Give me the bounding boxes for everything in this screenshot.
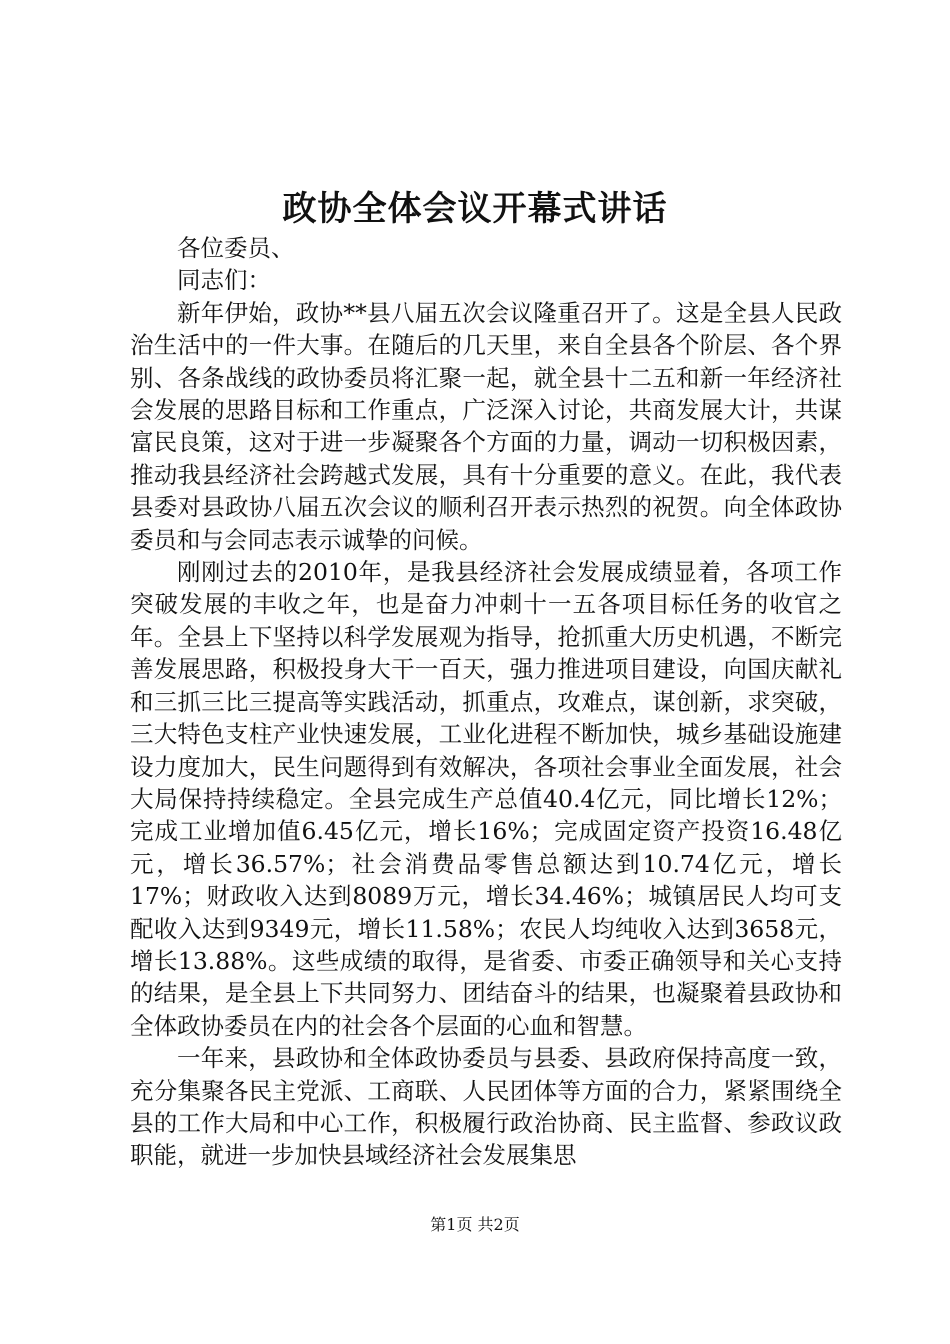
salutation-line: 各位委员、 xyxy=(177,234,295,262)
body-paragraph: 一年来，县政协和全体政协委员与县委、县政府保持高度一致，充分集聚各民主党派、工商联、人民团体等方面的合力，紧紧围绕全县的工作大局和中心工作，积极履行政治协商、民主监督、参政议政职能，就进一步加快县域经济社会发展集思 xyxy=(130,1044,842,1170)
body-paragraph: 新年伊始，政协**县八届五次会议隆重召开了。这是全县人民政治生活中的一件大事。在随后的几天里，来自全县各个阶层、各个界别、各条战线的政协委员将汇聚一起，就全县十二五和新一年经济社会发展的思路目标和工作重点，广泛深入讨论，共商发展大计，共谋富民良策，这对于进一步凝聚各个方面的力量，调动一切积极因素，推动我县经济社会跨越式发展，具有十分重要的意义。在此，我代表县委对县政协八届五次会议的顺利召开表示热烈的祝贺。向全体政协委员和与会同志表示诚挚的问候。 xyxy=(130,298,842,554)
body-paragraph: 刚刚过去的2010年，是我县经济社会发展成绩显着，各项工作突破发展的丰收之年，也是奋力冲刺十一五各项目标任务的收官之年。全县上下坚持以科学发展观为指导，抢抓重大历史机遇，不断完善发展思路，积极投身大干一百天，强力推进项目建设，向国庆献礼和三抓三比三提高等实践活动，抓重点，攻难点，谋创新，求突破，三大特色支柱产业快速发展，工业化进程不断加快，城乡基础设施建设力度加大，民生问题得到有效解决，各项社会事业全面发展，社会大局保持持续稳定。全县完成生产总值40.4亿元，同比增长12%；完成工业增加值6.45亿元，增长16%；完成固定资产投资16.48亿元，增长36.57%；社会消费品零售总额达到10.74亿元，增长17%；财政收入达到8089万元，增长34.46%；城镇居民人均可支配收入达到9349元，增长11.58%；农民人均纯收入达到3658元，增长13.88%。这些成绩的取得，是省委、市委正确领导和关心支持的结果，是全县上下共同努力、团结奋斗的结果，也凝聚着县政协和全体政协委员在内的社会各个层面的心血和智慧。 xyxy=(130,558,842,1040)
document-body xyxy=(130,232,842,1172)
page-footer: 第1页 共2页 xyxy=(430,1215,520,1234)
salutation-line: 同志们： xyxy=(177,266,271,295)
document-title: 政协全体会议开幕式讲话 xyxy=(282,189,668,229)
